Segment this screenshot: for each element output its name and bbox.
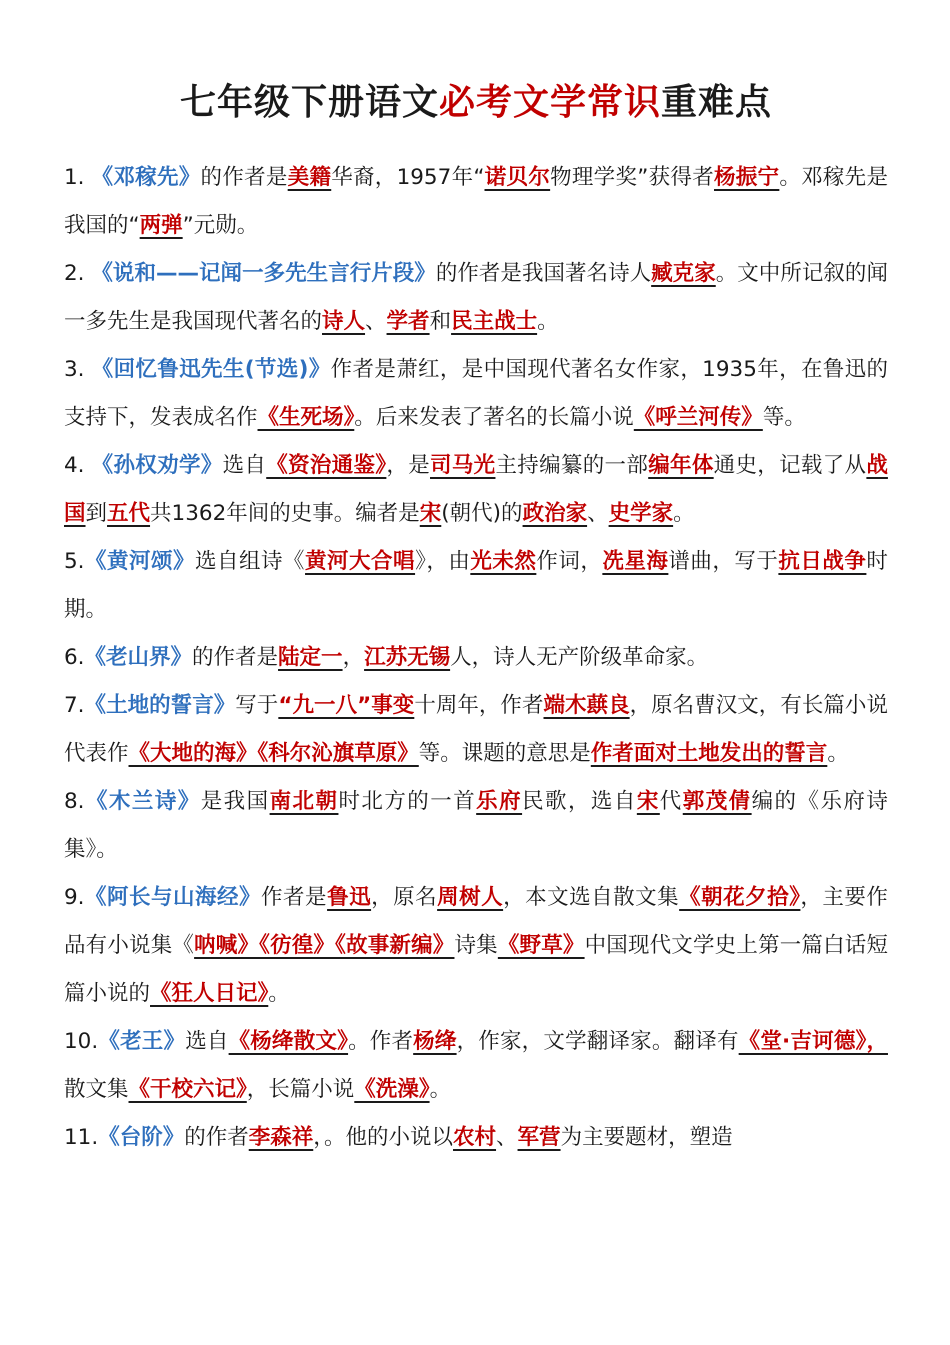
item-number: 5.: [64, 549, 85, 574]
body-text: 散文集: [64, 1077, 129, 1102]
body-text: ”元勋。: [182, 213, 259, 238]
list-item: [64, 250, 888, 346]
work-title: 《黄河颂》: [84, 549, 196, 574]
answer-text: 诺贝尔: [484, 165, 551, 190]
body-text: 。作者: [348, 1029, 414, 1054]
answer-text: 农村: [453, 1125, 497, 1150]
body-text: 、: [587, 501, 609, 526]
body-text: 谱曲，写于: [668, 549, 779, 574]
body-text: 和: [429, 309, 452, 334]
answer-text: 《资治通鉴》: [266, 453, 387, 478]
answer-text: 作者面对土地发出的誓言: [590, 741, 828, 766]
body-text: 通史，记载了从: [713, 453, 867, 478]
item-number: 10.: [64, 1029, 99, 1054]
work-title: 《孙权劝学》: [91, 453, 223, 478]
list-item: [64, 442, 888, 538]
answer-text: 军营: [517, 1125, 561, 1150]
answer-text: 呐喊》《彷徨》《故事新编》: [194, 933, 455, 958]
body-text: 人，诗人无产阶级革命家。: [450, 645, 709, 670]
body-text: 写于: [235, 693, 279, 718]
answer-text: 《野草》: [497, 933, 585, 958]
item-number: 4.: [64, 453, 85, 478]
body-text: 作词，: [536, 549, 603, 574]
body-text: 是我国: [200, 789, 270, 814]
work-title: 《台阶》: [98, 1125, 185, 1150]
answer-text: 学者: [386, 309, 430, 334]
knowledge-list: [64, 154, 888, 1162]
work-title: 《土地的誓言》: [84, 693, 236, 718]
body-text: ，。他的小说以: [313, 1125, 454, 1150]
list-item: [64, 346, 888, 442]
body-text: ，主要作品有小说集《: [64, 885, 888, 958]
answer-text: 李森祥: [248, 1125, 314, 1150]
body-text: 为主要题材，塑造: [560, 1125, 733, 1150]
answer-text: 《狂人日记》: [150, 981, 269, 1006]
answer-text: 冼星海: [602, 549, 669, 574]
answer-text: 史学家: [608, 501, 674, 526]
body-text: 共1362年间的史事。编者是: [150, 501, 420, 526]
item-number: 3.: [64, 357, 85, 382]
body-text: 的作者是我国著名诗人: [435, 261, 652, 286]
answer-text: 《杨绛散文》: [228, 1029, 349, 1054]
body-text: 时北方的一首: [338, 789, 477, 814]
answer-text: 诗人: [322, 309, 366, 334]
answer-text: 《大地的海》《科尔沁旗草原》: [128, 741, 419, 766]
list-item: [64, 154, 888, 250]
body-text: 编的《乐府诗集》。: [64, 789, 888, 862]
title-part-2: 重难点: [661, 82, 773, 123]
list-item: [64, 634, 888, 682]
body-text: 等。课题的意思是: [418, 741, 591, 766]
body-text: 、: [365, 309, 387, 334]
item-number: 11.: [64, 1125, 99, 1150]
body-text: 诗集: [454, 933, 498, 958]
list-item: [64, 1114, 888, 1162]
body-text: [85, 357, 92, 382]
body-text: ，原名: [371, 885, 438, 910]
title-part-1: 七年级下册语文: [179, 82, 439, 123]
item-number: 8.: [64, 789, 85, 814]
answer-text: 黄河大合唱: [305, 549, 416, 574]
answer-text: 《呼兰河传》: [633, 405, 763, 430]
answer-text: 杨绛: [413, 1029, 457, 1054]
body-text: 作者是: [261, 885, 328, 910]
body-text: [85, 165, 92, 190]
answer-text: 编年体: [648, 453, 714, 478]
body-text: 的作者: [184, 1125, 249, 1150]
work-title: 《老王》: [98, 1029, 186, 1054]
body-text: 华裔，1957年“: [331, 165, 485, 190]
work-title: 《老山界》: [84, 645, 193, 670]
title-highlight: 必考文学常识: [438, 82, 661, 123]
body-text: 。邓稼先是我国的“: [64, 165, 888, 238]
body-text: 。: [673, 501, 695, 526]
body-text: ，作家，文学翻译家。翻译有: [456, 1029, 739, 1054]
list-item: [64, 874, 888, 1018]
page-title: [64, 0, 888, 132]
answer-text: 《洗澡》: [354, 1077, 430, 1102]
body-text: 到: [85, 501, 108, 526]
list-item: [64, 1018, 888, 1114]
body-text: ，: [342, 645, 365, 670]
body-text: ，是: [386, 453, 431, 478]
answer-text: 抗日战争: [778, 549, 867, 574]
answer-text: 郭茂倩: [682, 789, 752, 814]
answer-text: 宋: [636, 789, 660, 814]
body-text: 时期。: [64, 549, 888, 622]
answer-text: 《干校六记》: [128, 1077, 247, 1102]
item-number: 7.: [64, 693, 85, 718]
answer-text: 南北朝: [269, 789, 339, 814]
item-number: 1.: [64, 165, 85, 190]
answer-text: 光未然: [470, 549, 537, 574]
body-text: 的作者是: [200, 165, 288, 190]
answer-text: 端木蕻良: [543, 693, 630, 718]
body-text: 主持编纂的一部: [495, 453, 649, 478]
answer-text: 鲁迅: [327, 885, 372, 910]
body-text: [85, 453, 92, 478]
answer-text: 五代: [107, 501, 151, 526]
body-text: 。: [537, 309, 559, 334]
answer-text: 《朝花夕拾》: [679, 885, 801, 910]
list-item: [64, 538, 888, 634]
answer-text: 江苏无锡: [364, 645, 451, 670]
body-text: 。后来发表了著名的长篇小说: [354, 405, 634, 430]
answer-text: 司马光: [430, 453, 496, 478]
answer-text: 《堂·吉诃德》，: [738, 1029, 888, 1054]
item-number: 2.: [64, 261, 85, 286]
body-text: 。文中所记叙的闻一多先生是我国现代著名的: [64, 261, 888, 334]
body-text: 、: [496, 1125, 518, 1150]
answer-text: 周树人: [437, 885, 504, 910]
body-text: 民歌，选自: [522, 789, 637, 814]
list-item: [64, 682, 888, 778]
body-text: 的作者是: [192, 645, 279, 670]
answer-text: 《生死场》: [257, 405, 355, 430]
body-text: ，本文选自散文集: [503, 885, 680, 910]
work-title: 《回忆鲁迅先生(节选)》: [91, 357, 331, 382]
answer-text: 乐府: [476, 789, 523, 814]
answer-text: 臧克家: [651, 261, 716, 286]
body-text: 选自: [185, 1029, 229, 1054]
answer-text: 美籍: [287, 165, 332, 190]
body-text: 十周年，作者: [414, 693, 544, 718]
answer-text: 陆定一: [278, 645, 343, 670]
body-text: ，原名曹汉文，有长篇小说代表作: [64, 693, 888, 766]
body-text: ，长篇小说: [246, 1077, 355, 1102]
answer-text: 两弹: [139, 213, 183, 238]
answer-text: 宋: [419, 501, 442, 526]
body-text: 选自组诗《: [195, 549, 306, 574]
body-text: 物理学奖”获得者: [550, 165, 714, 190]
body-text: 。: [827, 741, 849, 766]
body-text: 。: [268, 981, 290, 1006]
body-text: 中国现代文学史上第一篇白话短篇小说的: [64, 933, 888, 1006]
body-text: 。: [429, 1077, 452, 1102]
body-text: 等。: [762, 405, 806, 430]
answer-text: 民主战士: [451, 309, 538, 334]
body-text: 作者是萧红，是中国现代著名女作家，1935年，在鲁迅的支持下，发表成名作: [64, 357, 889, 430]
answer-text: 政治家: [522, 501, 588, 526]
body-text: (朝代)的: [441, 501, 523, 526]
list-item: [64, 778, 888, 874]
work-title: 《邓稼先》: [91, 165, 201, 190]
item-number: 9.: [64, 885, 85, 910]
answer-text: “九一八”事变: [278, 693, 415, 718]
work-title: 《说和——记闻一多先生言行片段》: [91, 261, 436, 286]
answer-text: 杨振宁: [714, 165, 780, 190]
item-number: 6.: [64, 645, 85, 670]
work-title: 《阿长与山海经》: [84, 885, 262, 910]
body-text: 代: [659, 789, 683, 814]
body-text: 》，由: [415, 549, 471, 574]
body-text: 选自: [222, 453, 267, 478]
work-title: 《木兰诗》: [84, 789, 201, 814]
answer-text: 战国: [64, 453, 888, 526]
